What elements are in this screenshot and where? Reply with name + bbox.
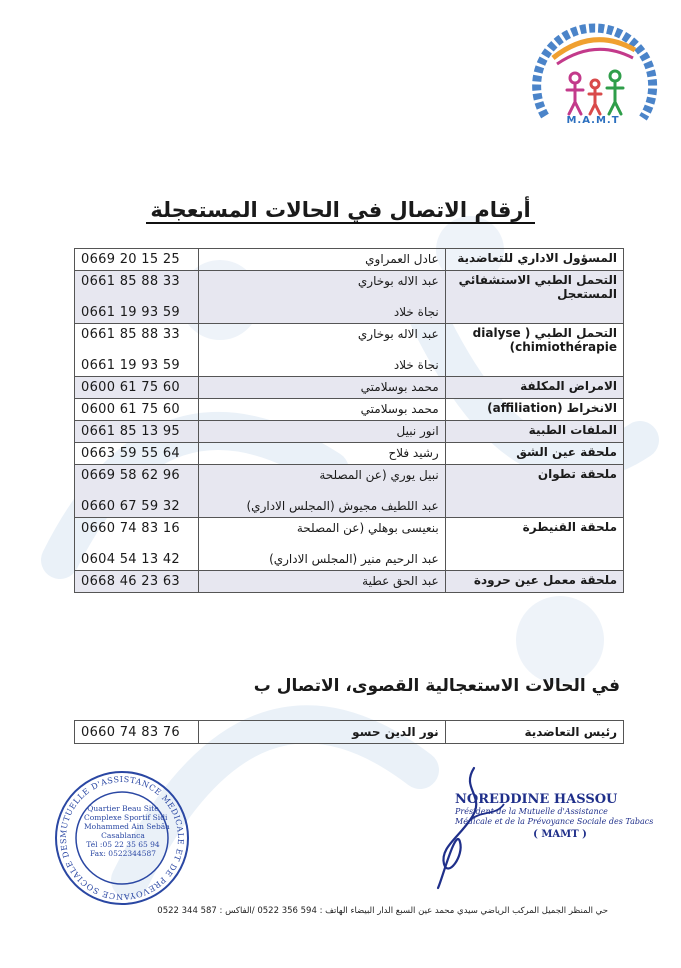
phone-cell: [75, 465, 199, 518]
phone-number: 0668 46 23 63: [81, 574, 181, 589]
service-role: الانخراط (affiliation): [445, 399, 623, 421]
phone-number: 0660 74 83 16: [81, 521, 181, 536]
contact-name: نجاة خلاد: [393, 305, 439, 319]
page-title: أرقام الاتصال في الحالات المستعجلة: [0, 198, 681, 222]
contact-name-cell: [198, 443, 445, 465]
service-role: المسؤول الاداري للتعاضدية: [445, 249, 623, 271]
logo-abbreviation: M.A.M.T: [566, 115, 620, 126]
signatory-title-1: Président de la Mutuelle d'Assistance: [455, 807, 608, 816]
signatory-title-2: Médicale et de la Prévoyance Sociale des Tabacs: [455, 817, 654, 826]
service-role: الامراض المكلفة: [445, 377, 623, 399]
phone-number: 0669 58 62 96: [81, 468, 181, 483]
contact-name: عادل العمراوي: [365, 252, 439, 266]
table-row: [75, 271, 624, 324]
phone-cell: [75, 443, 199, 465]
phone-number: 0660 67 59 32: [81, 499, 181, 514]
phone-number: 0669 20 15 25: [81, 252, 181, 267]
phone-cell: [75, 518, 199, 571]
phone-cell: [75, 324, 199, 377]
contact-name-cell: [198, 399, 445, 421]
table-row: [75, 399, 624, 421]
service-role: الملفات الطبية: [445, 421, 623, 443]
table-row: [75, 443, 624, 465]
table-row: [75, 518, 624, 571]
contact-name: محمد بوسلامتي: [360, 402, 439, 416]
phone-number: 0661 85 88 33: [81, 274, 181, 289]
contact-name: رشيد فلاح: [388, 446, 439, 460]
contact-name-cell: [198, 518, 445, 571]
phone-cell: [75, 571, 199, 593]
service-role: ملحقة عين الشق: [445, 443, 623, 465]
phone-cell: [75, 399, 199, 421]
phone-number: 0661 85 13 95: [81, 424, 181, 439]
contact-name-cell: [198, 324, 445, 377]
signature-block: [455, 792, 665, 840]
chief-contact-table: [74, 720, 624, 744]
phone-number: 0661 19 93 59: [81, 305, 181, 320]
phone-number: 0661 85 88 33: [81, 327, 181, 342]
phone-cell: [75, 271, 199, 324]
table-row: [75, 249, 624, 271]
contact-name: عبد الحق عطية: [362, 574, 439, 588]
contacts-table: [74, 248, 624, 593]
signatory-name: NOREDDINE HASSOU: [455, 792, 618, 807]
contact-name: عبد اللطيف مجيوش (المجلس الاداري): [246, 499, 439, 513]
table-row: [75, 324, 624, 377]
logo-figures-icon: [523, 6, 663, 156]
service-role: ملحقة تطوان: [445, 465, 623, 518]
stamp-address: Quartier Beau Site Complexe Sportif Sidi Mohammed Ain Sebâa Casablanca Tél :05 22 35 65 94 Fax: 0522344587: [84, 804, 170, 858]
chief-phone: 0660 74 83 76: [75, 721, 199, 744]
contact-name: بنعيسى بوهلي (عن المصلحة: [296, 521, 439, 535]
stamp-ring-text: MUTUELLE D'ASSISTANCE MEDICALE ET DE PREVOYANCE SOCIALE DES: [58, 774, 186, 902]
phone-number: 0661 19 93 59: [81, 358, 181, 373]
contact-name-cell: [198, 421, 445, 443]
contact-name-cell: [198, 249, 445, 271]
table-row: [75, 571, 624, 593]
contact-name: عبد الاله بوخاري: [357, 274, 439, 288]
phone-cell: [75, 421, 199, 443]
official-stamp: [52, 768, 192, 908]
service-role: التحمل الطبي الاستشفائي المستعجل: [445, 271, 623, 324]
contact-name-cell: [198, 377, 445, 399]
contact-name: نبيل يوري (عن المصلحة: [319, 468, 439, 482]
table-row: [75, 465, 624, 518]
service-role: التحمل الطبي ( dialyse chimiothérapie): [445, 324, 623, 377]
phone-cell: [75, 377, 199, 399]
chief-role: رئيس التعاضدية: [445, 721, 623, 744]
phone-number: 0663 59 55 64: [81, 446, 181, 461]
phone-number: 0600 61 75 60: [81, 402, 181, 417]
service-role: ملحقة القنيطرة: [445, 518, 623, 571]
contact-name: عبد الاله بوخاري: [357, 327, 439, 341]
phone-number: 0600 61 75 60: [81, 380, 181, 395]
contact-name: انور نبيل: [396, 424, 439, 438]
mamt-logo: [523, 6, 663, 156]
contact-name: عبد الرحيم منير (المجلس الاداري): [269, 552, 439, 566]
table-row: [75, 377, 624, 399]
footer-address: حي المنظر الجميل المركب الرياضي سيدي محمد عين السبع الدار البيضاء الهاتف : 594 356 0522 /الفاكس : 587 344 0522: [157, 906, 608, 916]
contact-name-cell: [198, 465, 445, 518]
signatory-org: ( MAMT ): [533, 829, 587, 840]
table-row: [75, 421, 624, 443]
phone-cell: [75, 249, 199, 271]
contact-name-cell: [198, 271, 445, 324]
urgent-subtitle: في الحالات الاستعجالية القصوى، الاتصال ب: [253, 676, 620, 696]
table-row: [75, 721, 624, 744]
contact-name: محمد بوسلامتي: [360, 380, 439, 394]
contact-name-cell: [198, 571, 445, 593]
phone-number: 0604 54 13 42: [81, 552, 181, 567]
contact-name: نجاة خلاد: [393, 358, 439, 372]
chief-name: نور الدين حسو: [198, 721, 445, 744]
service-role: ملحقة معمل عين حرودة: [445, 571, 623, 593]
